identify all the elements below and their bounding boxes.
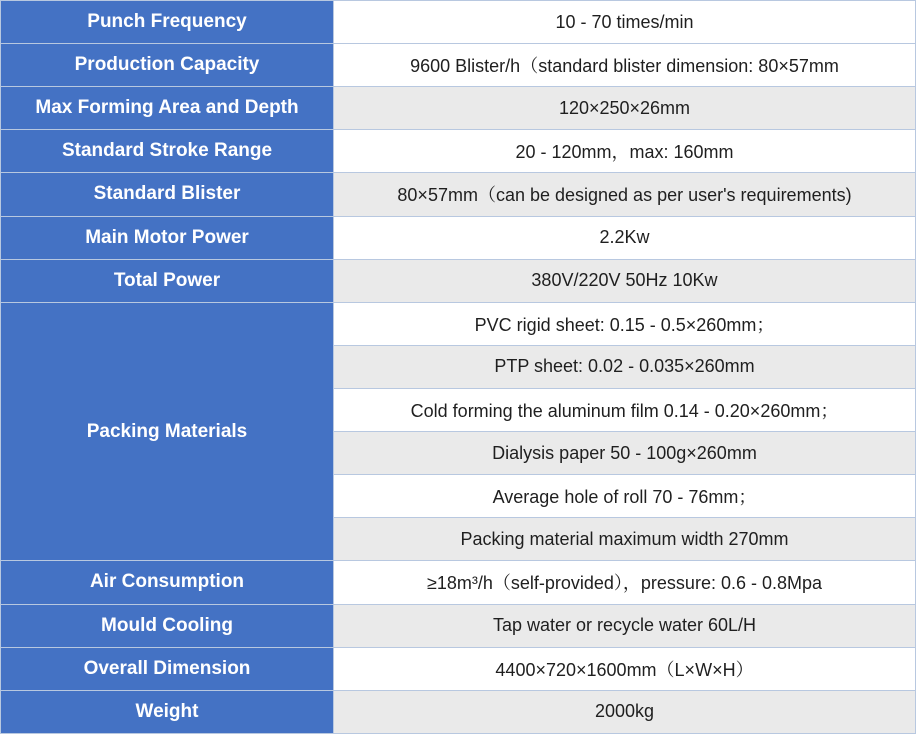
table-row (1, 1, 916, 44)
packing-value-hole: Average hole of roll 70 - 76mm； (334, 475, 916, 518)
row-label-main-motor-power: Main Motor Power (1, 216, 334, 259)
table-row (1, 647, 916, 690)
packing-value-pvc: PVC rigid sheet: 0.15 - 0.5×260mm； (334, 302, 916, 345)
table-row (1, 87, 916, 130)
row-value-air-consumption: ≥18m³/h（self-provided），pressure: 0.6 - 0.8Mpa (334, 561, 916, 604)
row-value-max-forming-area: 120×250×26mm (334, 87, 916, 130)
table-row (1, 604, 916, 647)
table-row (1, 302, 916, 345)
table-row (1, 216, 916, 259)
row-label-standard-blister: Standard Blister (1, 173, 334, 216)
packing-value-aluminum: Cold forming the aluminum film 0.14 - 0.20×260mm； (334, 388, 916, 431)
row-label-overall-dimension: Overall Dimension (1, 647, 334, 690)
row-label-max-forming-area: Max Forming Area and Depth (1, 87, 334, 130)
row-label-production-capacity: Production Capacity (1, 44, 334, 87)
row-label-punch-frequency: Punch Frequency (1, 1, 334, 44)
row-value-main-motor-power: 2.2Kw (334, 216, 916, 259)
table-row (1, 173, 916, 216)
packing-value-dialysis: Dialysis paper 50 - 100g×260mm (334, 432, 916, 475)
row-label-packing-materials: Packing Materials (1, 302, 334, 561)
row-value-mould-cooling: Tap water or recycle water 60L/H (334, 604, 916, 647)
table-row (1, 130, 916, 173)
row-value-punch-frequency: 10 - 70 times/min (334, 1, 916, 44)
row-label-total-power: Total Power (1, 259, 334, 302)
table-row (1, 259, 916, 302)
row-value-standard-blister: 80×57mm（can be designed as per user's requirements) (334, 173, 916, 216)
row-value-total-power: 380V/220V 50Hz 10Kw (334, 259, 916, 302)
row-label-mould-cooling: Mould Cooling (1, 604, 334, 647)
row-label-standard-stroke-range: Standard Stroke Range (1, 130, 334, 173)
packing-value-ptp: PTP sheet: 0.02 - 0.035×260mm (334, 345, 916, 388)
row-value-production-capacity: 9600 Blister/h（standard blister dimension: 80×57mm (334, 44, 916, 87)
row-label-weight: Weight (1, 690, 334, 733)
table-row (1, 44, 916, 87)
table-row (1, 690, 916, 733)
table-row (1, 561, 916, 604)
packing-value-width: Packing material maximum width 270mm (334, 518, 916, 561)
row-label-air-consumption: Air Consumption (1, 561, 334, 604)
row-value-overall-dimension: 4400×720×1600mm（L×W×H） (334, 647, 916, 690)
row-value-weight: 2000kg (334, 690, 916, 733)
row-value-standard-stroke-range: 20 - 120mm，max: 160mm (334, 130, 916, 173)
